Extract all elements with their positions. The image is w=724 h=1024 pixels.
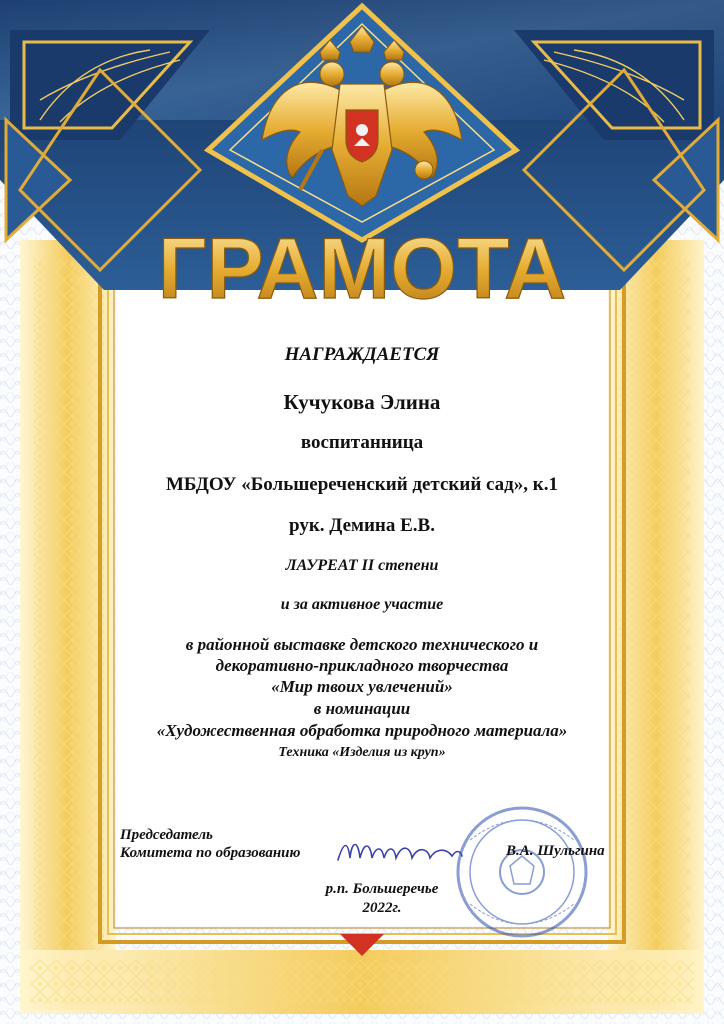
participation-line: и за активное участие	[280, 596, 444, 613]
title-text: ГРАМОТА	[157, 221, 567, 317]
technique-line: Техника «Изделия из круп»	[278, 745, 446, 760]
institution-name: МБДОУ «Большереченский детский сад», к.1	[166, 474, 558, 495]
awarded-label: НАГРАЖДАЕТСЯ	[284, 344, 440, 365]
year-label: 2022г.	[362, 900, 402, 916]
signatory-committee: Комитета по образованию	[120, 845, 301, 861]
supervisor-name: рук. Демина Е.В.	[289, 515, 435, 536]
event-line: в районной выставке детского технического и	[185, 635, 539, 654]
signatory-position: Председатель	[120, 827, 213, 843]
place-name: р.п. Большеречье	[325, 881, 439, 897]
recipient-name: Кучукова Элина	[283, 390, 441, 414]
event-line: декоративно-прикладного творчества	[215, 656, 509, 675]
nomination-label: в номинации	[313, 699, 411, 718]
signatory-name: В.А. Шульгина	[506, 843, 605, 859]
event-title: «Мир твоих увлечений»	[271, 677, 453, 696]
recipient-role: воспитанница	[300, 432, 424, 453]
certificate-title	[0, 218, 724, 318]
award-level: ЛАУРЕАТ II степени	[285, 557, 439, 574]
nomination-title: «Художественная обработка природного материала»	[156, 721, 568, 740]
